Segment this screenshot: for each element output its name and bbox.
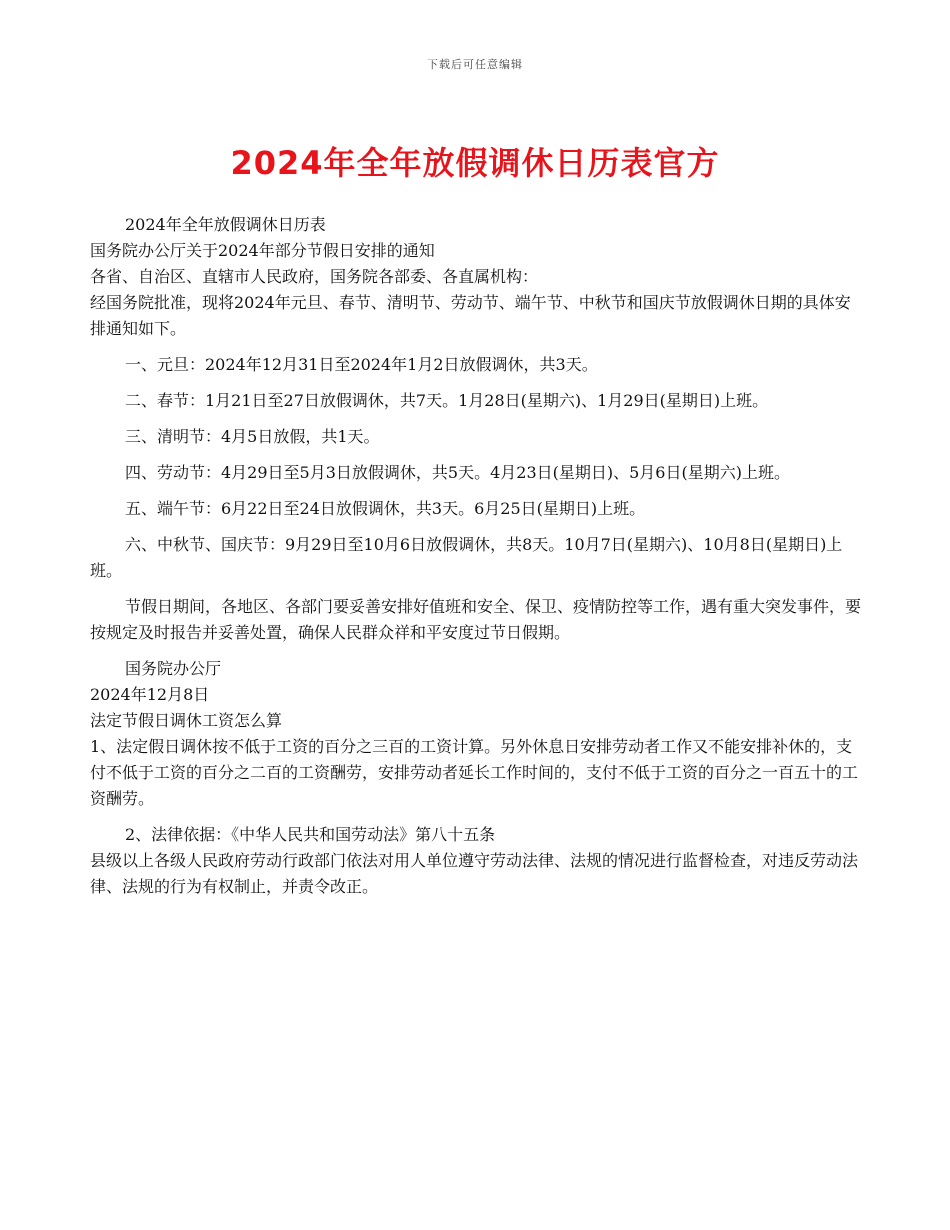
paragraph-intro: 经国务院批准，现将2024年元旦、春节、清明节、劳动节、端午节、中秋节和国庆节放假调休日期的具体安排通知如下。 bbox=[90, 293, 851, 338]
paragraph-dragon-boat: 五、端午节：6月22日至24日放假调休，共3天。6月25日(星期日)上班。 bbox=[125, 499, 646, 518]
paragraph-issuer: 国务院办公厅 bbox=[125, 659, 222, 678]
paragraph-qingming: 三、清明节：4月5日放假，共1天。 bbox=[125, 427, 380, 446]
paragraph-supervision: 县级以上各级人民政府劳动行政部门依法对用人单位遵守劳动法律、法规的情况进行监督检查，对违反劳动法律、法规的行为有权制止，并责令改正。 bbox=[90, 851, 859, 896]
paragraph-wage-heading: 法定节假日调休工资怎么算 bbox=[90, 711, 283, 730]
paragraph-notice-title: 国务院办公厅关于2024年部分节假日安排的通知 bbox=[90, 241, 435, 260]
paragraph-issue-date: 2024年12月8日 bbox=[90, 685, 210, 704]
paragraph-wage-rule: 1、法定假日调休按不低于工资的百分之三百的工资计算。另外休息日安排劳动者工作又不能安排补休的，支付不低于工资的百分之二百的工资酬劳，安排劳动者延长工作时间的，支付不低于工资的百分之一百五十的工资酬劳。 bbox=[90, 737, 859, 808]
paragraph-holiday-duty: 节假日期间，各地区、各部门要妥善安排好值班和安全、保卫、疫情防控等工作，遇有重大突发事件，要按规定及时报告并妥善处置，确保人民群众祥和平安度过节日假期。 bbox=[90, 597, 862, 642]
paragraph-spring-festival: 二、春节：1月21日至27日放假调休，共7天。1月28日(星期六)、1月29日(星期日)上班。 bbox=[125, 391, 769, 410]
document-body bbox=[90, 212, 862, 900]
paragraph-legal-basis: 2、法律依据：《中华人民共和国劳动法》第八十五条 bbox=[125, 825, 496, 844]
document-title: 2024年全年放假调休日历表官方 bbox=[230, 144, 720, 182]
paragraph-new-year: 一、元旦：2024年12月31日至2024年1月2日放假调休，共3天。 bbox=[125, 355, 598, 374]
paragraph-addressees: 各省、自治区、直辖市人民政府，国务院各部委、各直属机构： bbox=[90, 267, 539, 286]
paragraph-labor-day: 四、劳动节：4月29日至5月3日放假调休，共5天。4月23日(星期日)、5月6日(星期六)上班。 bbox=[125, 463, 790, 482]
paragraph-mid-autumn-national: 六、中秋节、国庆节：9月29日至10月6日放假调休，共8天。10月7日(星期六)、10月8日(星期日)上班。 bbox=[90, 535, 843, 580]
paragraph-subtitle: 2024年全年放假调休日历表 bbox=[125, 215, 326, 234]
page-header-note: 下载后可任意编辑 bbox=[427, 58, 523, 71]
